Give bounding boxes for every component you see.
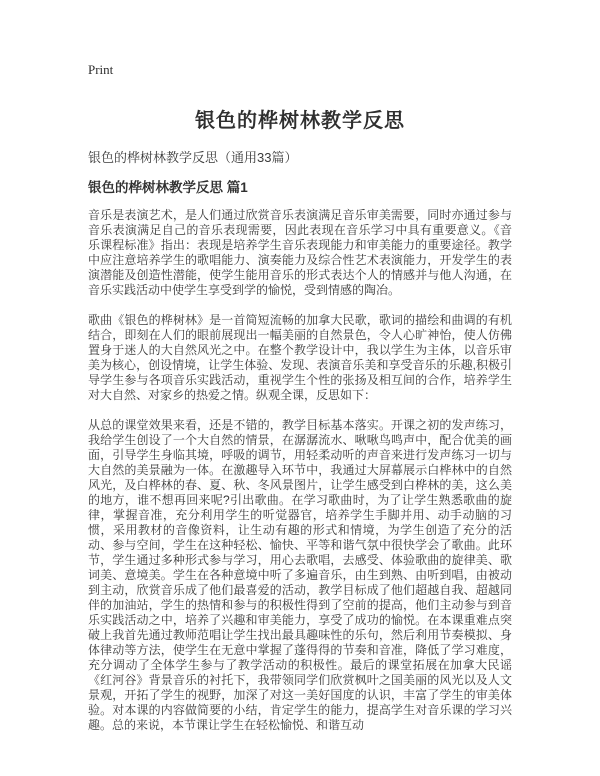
paragraph-reflection: 从总的课堂效果来看，还是不错的，教学目标基本落实。开课之初的发声练习，我给学生创设了一个大自然的情景，在潺潺流水、啾啾鸟鸣声中，配合优美的画面，引导学生身临其境，呼吸的调节，用轻柔动听的声音来进行发声练习一切与大自然的美景融为一体。在激趣导入环节中，我通过大屏幕展示白桦林中的自然风光，及白桦林的春、夏、秋、冬风景图片，让学生感受到白桦林的美，这么美的地方，谁不想再回来呢?引出歌曲。在学习歌曲时，为了让学生熟悉歌曲的旋律，掌握音准，充分利用学生的听觉器官，培养学生手脚并用、动手动脑的习惯，采用教材的音像资料，让生动有趣的形式和情境，为学生创造了充分的活动、参与空间，学生在这种轻松、愉快、平等和谐气氛中很快学会了歌曲。此环节，学生通过多种形式参与学习，用心去歌唱，去感受、体验歌曲的旋律美、歌词美、意境美。学生在各种意境中听了多遍音乐，由生到熟、由听到唱，由被动到主动，欣赏音乐成了他们最喜爱的活动，教学目标成了他们超越自我、超越同伴的加油站，学生的热情和参与的积极性得到了空前的提高，他们主动参与到音乐实践活动之中，培养了兴趣和审美能力，享受了成功的愉悦。在本课重难点突破上我首先通过教师范唱让学生找出最具趣味性的乐句，然后利用节奏模拟、身体律动等方法，使学生在无意中掌握了蓬得得的节奏和音准，降低了学习难度，充分调动了全体学生参与了教学活动的积极性。最后的课堂拓展在加拿大民谣《红河谷》背景音乐的衬托下，我带领同学们欣赏枫叶之国美丽的风光以及人文景观，开拓了学生的视野，加深了对这一美好国度的认识，丰富了学生的审美体验。对本课的内容做简要的小结，肯定学生的能力，提高学生对音乐课的学习兴趣。总的来说，本节课让学生在轻松愉悦、和谐互动	[88, 418, 512, 732]
paragraph-intro: 音乐是表演艺术，是人们通过欣赏音乐表演满足音乐审美需要，同时亦通过参与音乐表演满足自己的音乐表现需要，因此表现在音乐学习中具有重要意义。《音乐课程标准》指出：表现是培养学生音乐表现能力和审美能力的重要途径。教学中应注意培养学生的歌唱能力、演奏能力及综合性艺术表演能力，开发学生的表演潜能及创造性潜能，使学生能用音乐的形式表达个人的情感并与他人沟通，在音乐实践活动中使学生享受到学的愉悦，受到情感的陶冶。	[88, 208, 512, 297]
print-link[interactable]: Print	[88, 62, 114, 77]
section-heading-part1: 银色的桦树林教学反思 篇1	[88, 180, 248, 195]
doc-subtitle: 银色的桦树林教学反思（通用33篇）	[88, 150, 298, 165]
page-title: 银色的桦树林教学反思	[195, 110, 405, 132]
document-page	[0, 62, 600, 776]
article-body	[88, 208, 512, 733]
paragraph-song-overview: 歌曲《银色的桦树林》是一首简短流畅的加拿大民歌，歌词的描绘和曲调的有机结合，即刻在人们的眼前展现出一幅美丽的自然景色，令人心旷神怡，使人仿佛置身于迷人的大自然风光之中。在整个教学设计中，我以学生为主体，以音乐审美为核心，创设情境，让学生体验、发现、表演音乐美和享受音乐的乐趣,积极引导学生参与各项音乐实践活动，重视学生个性的张扬及相互间的合作，培养学生对大自然、对家乡的热爱之情。纵观全课，反思如下：	[88, 313, 512, 402]
